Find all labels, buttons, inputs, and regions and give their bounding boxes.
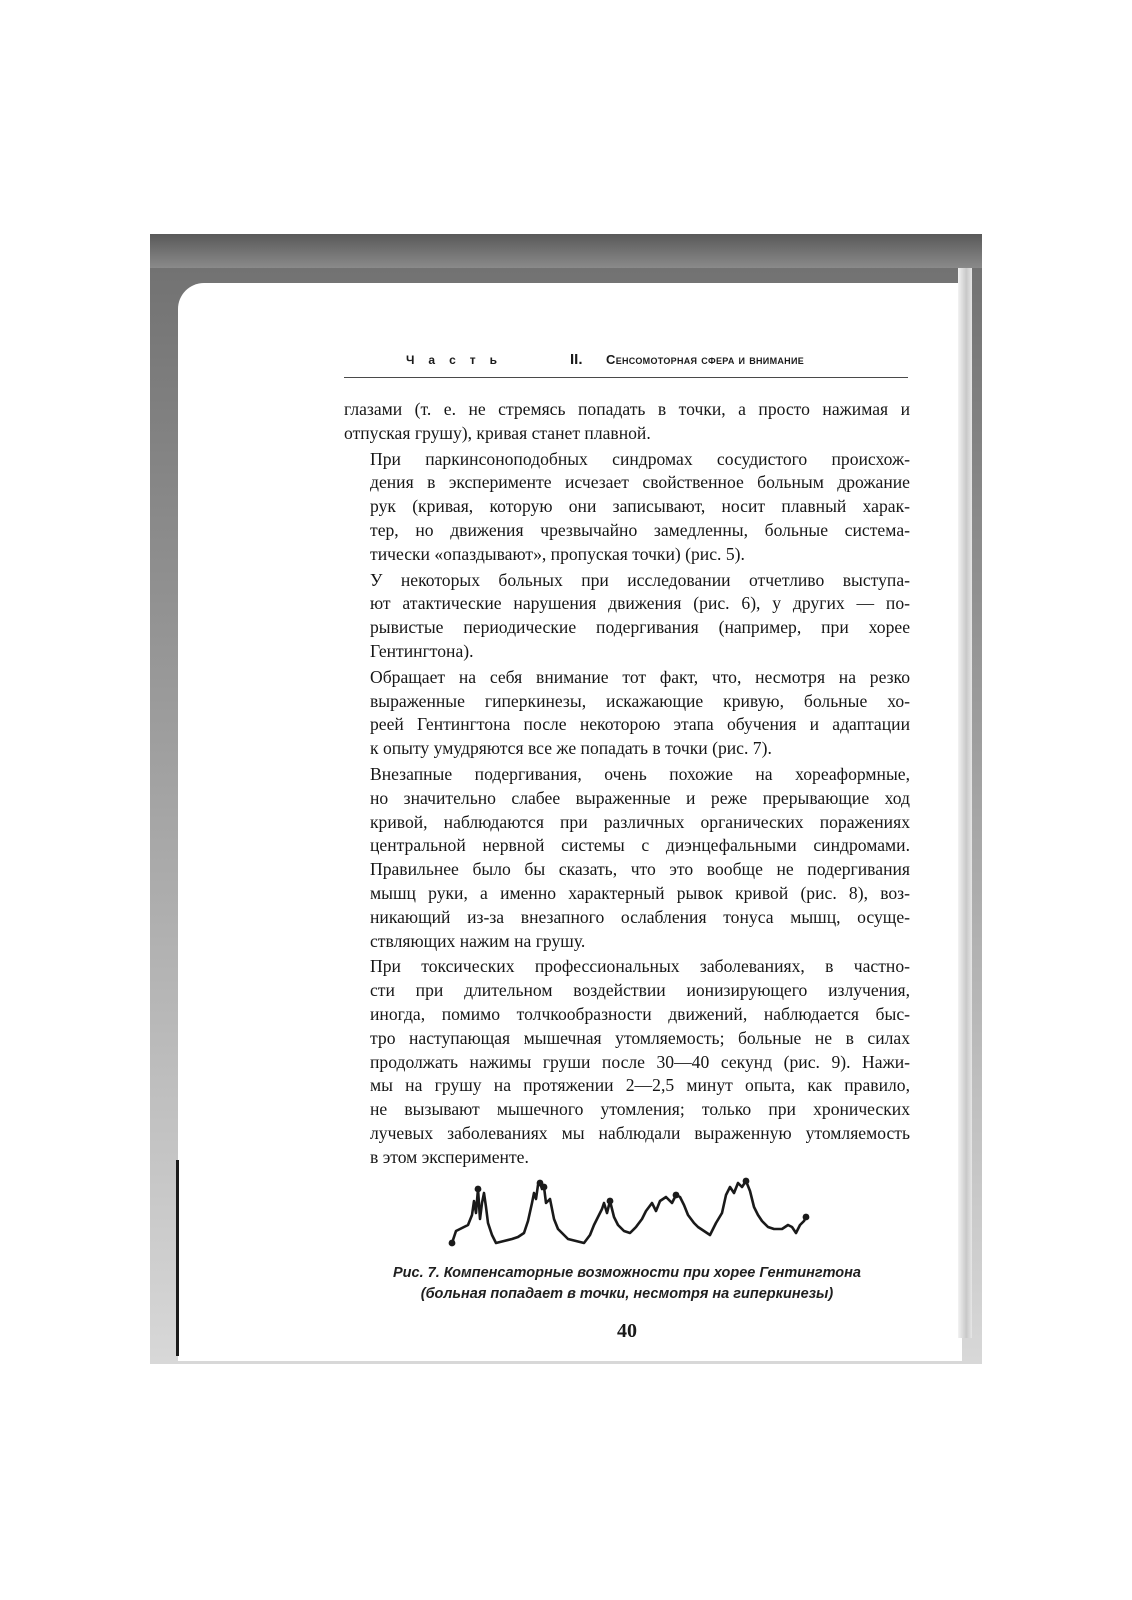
text-line: Гентингтона). [370, 640, 474, 661]
text-line: но значительно слабее выраженные и реже прерывающие ход [370, 787, 910, 808]
target-point [541, 1184, 548, 1191]
spine-shadow [958, 268, 972, 1338]
running-head-part-number: II. [570, 351, 583, 368]
text-line: рук (кривая, которую они записывают, носит плавный харак- [370, 496, 910, 517]
text-line: При паркинсоноподобных синдромах сосудистого происхож- [370, 448, 910, 469]
text-line: глазами (т. е. не стремясь попадать в точки, а просто нажимая и [344, 399, 910, 419]
text-line: ствляющих нажим на грушу. [370, 930, 586, 951]
target-point [743, 1178, 750, 1185]
text-line: ют атактические нарушения движения (рис. 6), у других — по- [370, 593, 910, 614]
text-line: сти при длительном воздействии ионизирующего излучения, [370, 980, 910, 1001]
figure-caption-line-1: Рис. 7. Компенсаторные возможности при хорее Гентингтона [393, 1265, 861, 1281]
binding-edge [176, 1160, 179, 1356]
text-line: Обращает на себя внимание тот факт, что, несмотря на резко [370, 666, 910, 687]
hyperkinesis-curve [452, 1181, 806, 1243]
paragraph [344, 569, 910, 664]
page-number: 40 [617, 1320, 637, 1342]
text-line: кривой, наблюдаются при различных органических поражениях [370, 811, 910, 832]
target-point [673, 1192, 680, 1199]
paragraph [344, 666, 910, 761]
text-line: мышц руки, а именно характерный рывок кривой (рис. 8), воз- [370, 882, 910, 903]
text-line: мы на грушу на протяжении 2—2,5 минут опыта, как правило, [370, 1075, 910, 1096]
text-line: тер, но движения чрезвычайно замедленны, больные системa- [370, 519, 910, 540]
paragraph [344, 763, 910, 953]
text-line: При токсических профессиональных заболеваниях, в частно- [370, 956, 910, 977]
text-line: не вызывают мышечного утомления; только при хронических [370, 1099, 910, 1120]
body-text [344, 398, 910, 1170]
text-line: рывистые периодические подергивания (например, при хорее [370, 617, 910, 638]
text-line: центральной нервной системы с диэнцефальными синдромами. [370, 835, 910, 856]
text-line: тически «опаздывают», пропуская точки) (рис. 5). [370, 543, 745, 564]
text-line: лучевых заболеваниях мы наблюдали выраженную утомляемость [370, 1122, 910, 1143]
text-line: выраженные гиперкинезы, искажающие кривую, больные хо- [370, 690, 910, 711]
paragraph [344, 398, 910, 446]
text-line: Внезапные подергивания, очень похожие на хореаформные, [370, 763, 910, 784]
text-line: в этом эксперименте. [370, 1146, 529, 1167]
target-point [475, 1186, 482, 1193]
paragraph [344, 448, 910, 567]
text-line: никающий из-за внезапного ослабления тонуса мышц, осуще- [370, 906, 910, 927]
text-line: иногда, помимо толчкообразности движений, наблюдается быс- [370, 1003, 910, 1024]
figure-7-curve [444, 1173, 816, 1253]
text-line: У некоторых больных при исследовании отчетливо выступа- [370, 569, 910, 590]
figure-caption [344, 1263, 910, 1305]
text-line: к опыту умудряются все же попадать в точки (рис. 7). [370, 738, 772, 759]
running-head-part-label: Часть [406, 353, 512, 367]
text-line: тро наступающая мышечная утомляемость; больные не в силах [370, 1027, 910, 1048]
text-line: дения в эксперименте исчезает свойственное больным дрожание [370, 472, 910, 493]
target-point [607, 1198, 614, 1205]
text-line: Правильнее было бы сказать, что это вообще не подергивания [370, 859, 910, 880]
paragraph [344, 955, 910, 1169]
target-point [803, 1214, 810, 1221]
running-head [344, 351, 908, 378]
target-point [449, 1240, 456, 1247]
running-head-section-title: Сенсомоторная сфера и внимание [606, 352, 805, 367]
text-line: реей Гентингтона после некоторою этапа обучения и адаптации [370, 714, 910, 735]
text-line: отпуская грушу), кривая станет плавной. [344, 422, 651, 443]
figure-caption-line-2: (больная попадает в точки, несмотря на гиперкинезы) [420, 1286, 834, 1302]
text-line: продолжать нажимы груши после 30—40 секунд (рис. 9). Нажи- [370, 1051, 910, 1072]
